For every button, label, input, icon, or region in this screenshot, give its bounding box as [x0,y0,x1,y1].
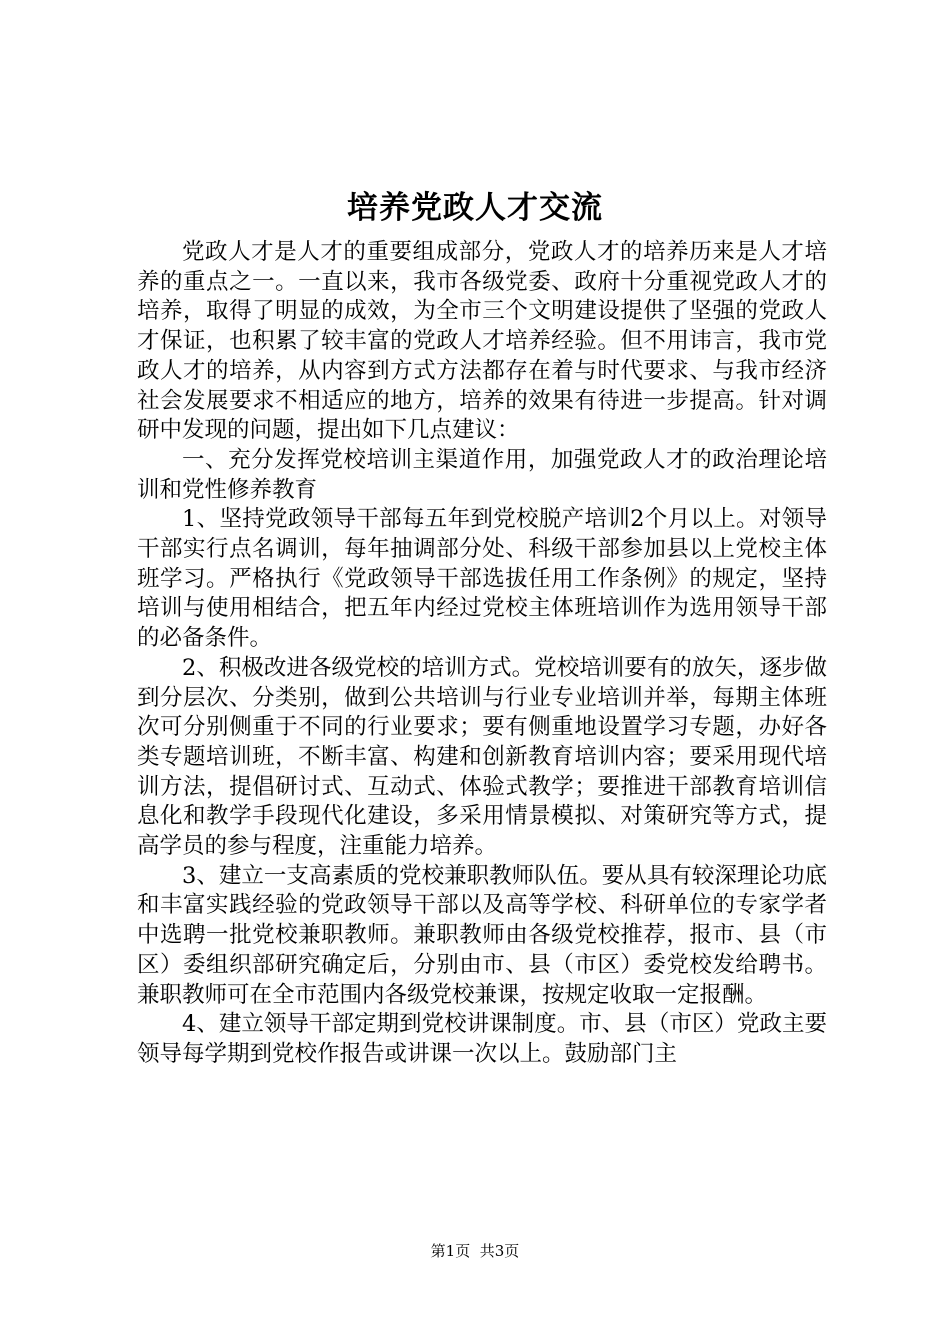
paragraph-intro: 党政人才是人才的重要组成部分，党政人才的培养历来是人才培养的重点之一。一直以来，我市各级党委、政府十分重视党政人才的培养，取得了明显的成效，为全市三个文明建设提供了坚强的党政人才保证，也积累了较丰富的党政人才培养经验。但不用讳言，我市党政人才的培养，从内容到方式方法都存在着与时代要求、与我市经济社会发展要求不相适应的地方，培养的效果有待进一步提高。针对调研中发现的问题，提出如下几点建议： [137,239,827,444]
document-title: 培养党政人才交流 [347,190,603,226]
paragraph-item-1: 1、坚持党政领导干部每五年到党校脱产培训2个月以上。对领导干部实行点名调训，每年抽调部分处、科级干部参加县以上党校主体班学习。严格执行《党政领导干部选拔任用工作条例》的规定，坚持培训与使用相结合，把五年内经过党校主体班培训作为选用领导干部的必备条件。 [137,506,827,652]
paragraph-item-2: 2、积极改进各级党校的培训方式。党校培训要有的放矢，逐步做到分层次、分类别，做到公共培训与行业专业培训并举，每期主体班次可分别侧重于不同的行业要求；要有侧重地设置学习专题，办好各类专题培训班，不断丰富、构建和创新教育培训内容；要采用现代培训方法，提倡研讨式、互动式、体验式教学；要推进干部教育培训信息化和教学手段现代化建设，多采用情景模拟、对策研究等方式，提高学员的参与程度，注重能力培养。 [137,654,827,860]
page-number: 第1页 [430,1242,471,1260]
paragraph-section-heading-1: 一、充分发挥党校培训主渠道作用，加强党政人才的政治理论培训和党性修养教育 [137,446,827,503]
page-total: 共3页 [479,1242,520,1260]
paragraph-item-4: 4、建立领导干部定期到党校讲课制度。市、县（市区）党政主要领导每学期到党校作报告或讲课一次以上。鼓励部门主 [137,1011,827,1067]
paragraph-item-3: 3、建立一支高素质的党校兼职教师队伍。要从具有较深理论功底和丰富实践经验的党政领导干部以及高等学校、科研单位的专家学者中选聘一批党校兼职教师。兼职教师由各级党校推荐，报市、县（市区）委组织部研究确定后，分别由市、县（市区）委党校发给聘书。兼职教师可在全市范围内各级党校兼课，按规定收取一定报酬。 [137,862,827,1008]
page-footer [0,1241,950,1261]
document-body [137,238,827,1070]
footer-spacer [470,1242,480,1260]
